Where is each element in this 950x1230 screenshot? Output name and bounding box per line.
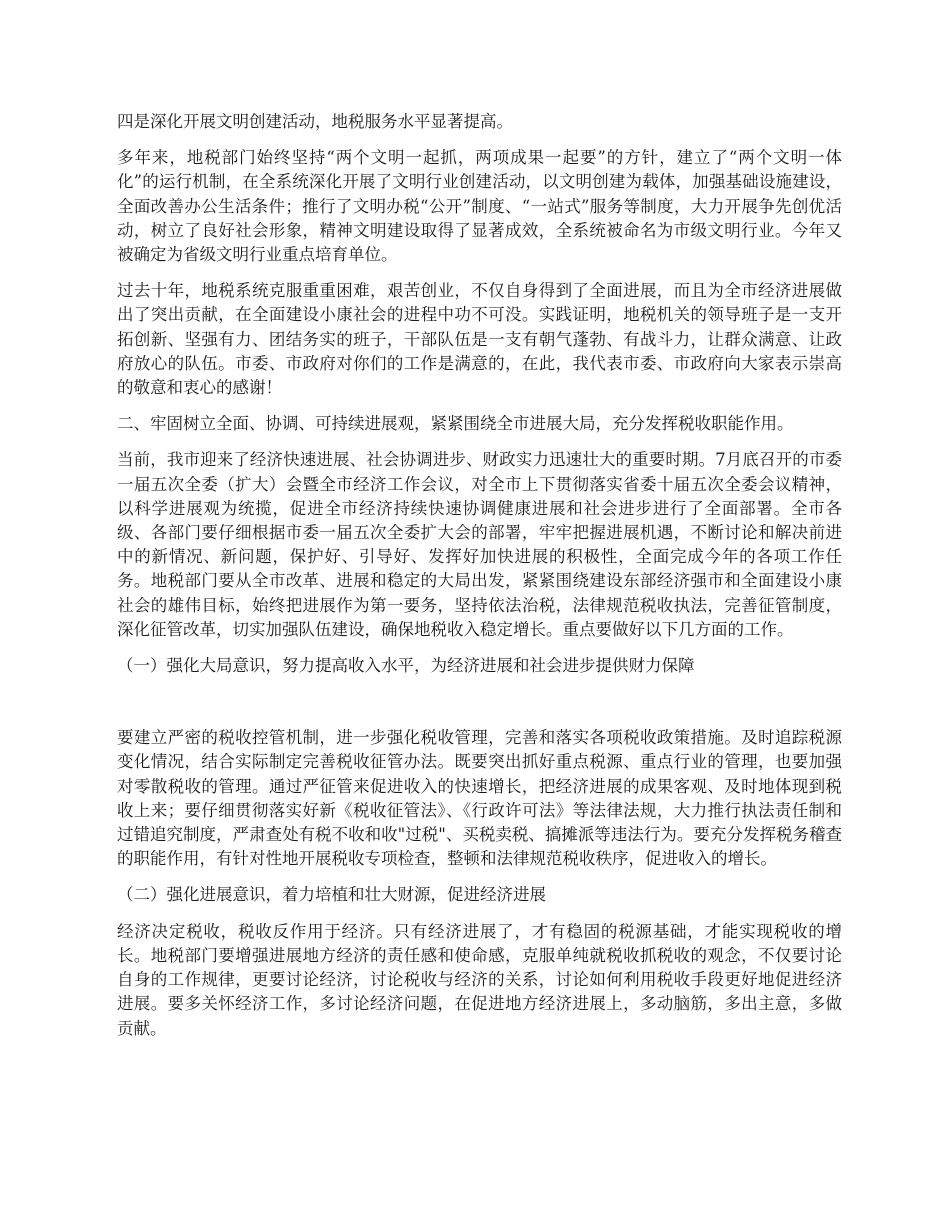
section-heading-two: 二、牢固树立全面、协调、可持续进展观，紧紧围绕全市进展大局，充分发挥税收职能作用。 — [117, 414, 794, 434]
subheading-one: （一）强化大局意识，努力提高收入水平，为经济进展和社会进步提供财力保障 — [117, 656, 695, 676]
document-body — [117, 110, 842, 1053]
paragraph-past-decade: 过去十年，地税系统克服重重困难，艰苦创业，不仅自身得到了全面进展，而且为全市经济进展做出了突出贡献，在全面建设小康社会的进程中功不可没。实践证明，地税机关的领导班子是一支开拓创新、坚强有力、团结务实的班子，干部队伍是一支有朝气蓬勃、有战斗力，让群众满意、让政府放心的队伍。市委、市政府对你们的工作是满意的，在此，我代表市委、市政府向大家表示崇高的敬意和衷心的感谢！ — [117, 281, 842, 398]
blank-spacer — [117, 690, 842, 726]
paragraph-economy-tax: 经济决定税收，税收反作用于经济。只有经济进展了，才有稳固的税源基础，才能实现税收的增长。地税部门要增强进展地方经济的责任感和使命感，克服单纯就税收抓税收的观念，不仅要讨论自身的工作规律，更要讨论经济，讨论税收与经济的关系，讨论如何利用税收手段更好地促进经济进展。要多关怀经济工作，多讨论经济问题，在促进地方经济进展上，多动脑筋，多出主意，多做贡献。 — [117, 921, 842, 1038]
paragraph-tax-control: 要建立严密的税收控管机制，进一步强化税收管理，完善和落实各项税收政策措施。及时追踪税源变化情况，结合实际制定完善税收征管办法。既要突出抓好重点税源、重点行业的管理，也要加强对零散税收的管理。通过严征管来促进收入的快速增长，把经济进展的成果客观、及时地体现到税收上来；要仔细贯彻落实好新《税收征管法》、《行政许可法》等法律法规，大力推行执法责任制和过错追究制度，严肃查处有税不收和收"过税"、买税卖税、搞摊派等违法行为。要充分发挥税务稽查的职能作用，有针对性地开展税收专项检查，整顿和法律规范税收秩序，促进收入的增长。 — [117, 728, 842, 869]
paragraph-current-situation: 当前，我市迎来了经济快速进展、社会协调进步、财政实力迅速壮大的重要时期。7月底召开的市委一届五次全委（扩大）会暨全市经济工作会议，对全市上下贯彻落实省委十届五次全委会议精神，以科学进展观为统揽，促进全市经济持续快速协调健康进展和社会进步进行了全面部署。全市各级、各部门要仔细根据市委一届五次全委扩大会的部署，牢牢把握进展机遇，不断讨论和解决前进中的新情况、新问题，保护好、引导好、发挥好加快进展的积极性，全面完成今年的各项工作任务。地税部门要从全市改革、进展和稳定的大局出发，紧紧围绕建设东部经济强市和全面建设小康社会的雄伟目标，始终把进展作为第一要务，坚持依法治税，法律规范税收执法，完善征管制度，深化征管改革，切实加强队伍建设，确保地税收入稳定增长。重点要做好以下几方面的工作。 — [117, 450, 842, 639]
subheading-two: （二）强化进展意识，着力培植和壮大财源，促进经济进展 — [117, 885, 546, 905]
paragraph-civilization: 多年来，地税部门始终坚持“两个文明一起抓，两项成果一起要”的方针，建立了“两个文明一体化”的运行机制，在全系统深化开展了文明行业创建活动，以文明创建为载体，加强基础设施建设，全面改善办公生活条件；推行了文明办税“公开”制度、“一站式”服务等制度，大力开展争先创优活动，树立了良好社会形象，精神文明建设取得了显著成效，全系统被命名为市级文明行业。今年又被确定为省级文明行业重点培育单位。 — [117, 148, 842, 265]
paragraph-section-four: 四是深化开展文明创建活动，地税服务水平显著提高。 — [117, 112, 513, 131]
